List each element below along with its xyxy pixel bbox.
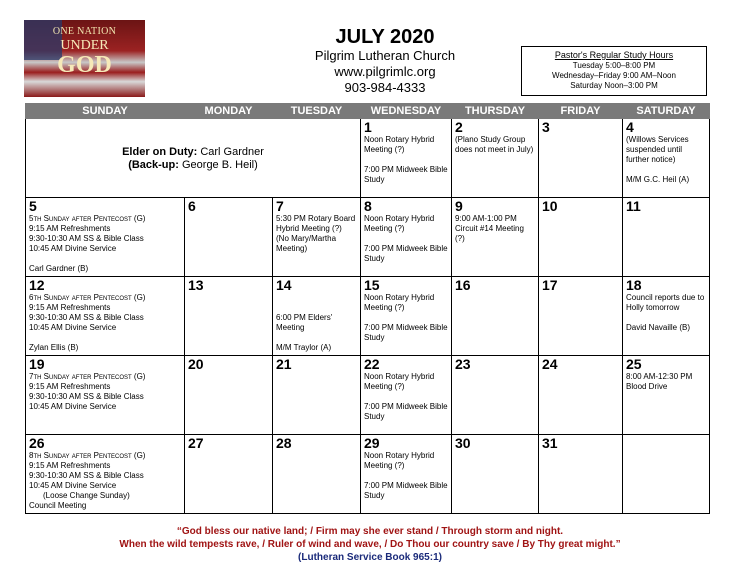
quote-line-1: “God bless our native land; / Firm may she ever stand / Through storm and night. — [176, 526, 564, 537]
elder-on-duty-cell — [26, 119, 361, 198]
usher-assignment: M/M G.C. Heil (A) — [626, 175, 690, 184]
event: 7:00 PM Midweek Bible Study — [364, 165, 448, 184]
day-cell — [452, 277, 539, 356]
event: 9:15 AM Refreshments — [29, 382, 111, 391]
event: 10:45 AM Divine Service — [29, 481, 117, 490]
quote-line-2: When the wild tempests rave, / Ruler of wind and wave, / Do Thou our country save / By Thy great might.” — [119, 539, 621, 550]
day-cell — [26, 198, 185, 277]
study-hours-line: Saturday Noon–3:00 PM — [570, 81, 658, 90]
day-cell — [26, 277, 185, 356]
event: 9:00 AM-1:00 PM Circuit #14 Meeting (?) — [455, 214, 524, 243]
day-cell — [361, 356, 452, 435]
event: 7:00 PM Midweek Bible Study — [364, 244, 448, 263]
day-cell — [273, 277, 361, 356]
backup-name: George B. Heil) — [181, 159, 258, 171]
study-hours-title: Pastor's Regular Study Hours — [554, 50, 674, 60]
event: 9:30-10:30 AM SS & Bible Class — [29, 392, 144, 401]
event: 7:00 PM Midweek Bible Study — [364, 323, 448, 342]
day-number: 5 — [29, 198, 37, 214]
day-cell — [539, 277, 623, 356]
day-cell — [273, 356, 361, 435]
liturgical-day: 6th Sunday after Pentecost (G) — [29, 293, 146, 302]
liturgical-day: 8th Sunday after Pentecost (G) — [29, 451, 146, 460]
day-number: 12 — [29, 277, 45, 293]
church-name: Pilgrim Lutheran Church — [314, 48, 456, 63]
day-cell — [539, 435, 623, 514]
elder-label: Elder on Duty: — [122, 146, 198, 158]
weekday-tuesday: TUESDAY — [273, 104, 361, 119]
day-cell — [361, 277, 452, 356]
weekday-wednesday: WEDNESDAY — [361, 104, 452, 119]
liturgical-day: 7th Sunday after Pentecost (G) — [29, 372, 146, 381]
liturgical-day: 5th Sunday after Pentecost (G) — [29, 214, 146, 223]
event: 9:30-10:30 AM SS & Bible Class — [29, 471, 144, 480]
day-cell — [539, 198, 623, 277]
day-cell — [623, 356, 710, 435]
church-website: www.pilgrimlc.org — [334, 64, 436, 79]
day-cell — [26, 435, 185, 514]
day-number: 9 — [455, 198, 463, 214]
event: 10:45 AM Divine Service — [29, 323, 117, 332]
event: 9:30-10:30 AM SS & Bible Class — [29, 234, 144, 243]
footer-quote — [0, 525, 740, 564]
calendar-week — [26, 435, 710, 514]
day-number: 18 — [626, 277, 642, 293]
day-number: 3 — [542, 119, 550, 135]
day-cell — [623, 277, 710, 356]
day-number: 6 — [188, 198, 196, 214]
usher-assignment: Zylan Ellis (B) — [29, 343, 79, 352]
usher-assignment: M/M Traylor (A) — [276, 343, 332, 352]
event: (No Mary/Martha Meeting) — [276, 234, 337, 253]
event: 9:15 AM Refreshments — [29, 303, 111, 312]
event: 5:30 PM Rotary Board Hybrid Meeting (?) — [276, 214, 356, 233]
day-number: 2 — [455, 119, 463, 135]
day-number: 14 — [276, 277, 292, 293]
day-cell — [185, 198, 273, 277]
day-number: 26 — [29, 435, 45, 451]
logo-line-1: ONE NATION — [52, 26, 117, 37]
day-number: 25 — [626, 356, 642, 372]
weekday-sunday: SUNDAY — [26, 104, 185, 119]
event: (Willows Services suspended until further notice) — [626, 135, 689, 164]
study-hours-box — [521, 46, 707, 96]
event: Noon Rotary Hybrid Meeting (?) — [364, 214, 435, 233]
day-cell — [452, 119, 539, 198]
weekday-saturday: SATURDAY — [623, 104, 710, 119]
day-number: 31 — [542, 435, 558, 451]
day-number: 19 — [29, 356, 45, 372]
day-number: 27 — [188, 435, 204, 451]
day-cell — [623, 119, 710, 198]
event: (Plano Study Group does not meet in July) — [455, 135, 534, 154]
calendar-week — [26, 198, 710, 277]
day-cell — [452, 198, 539, 277]
empty-cell — [623, 435, 710, 514]
weekday-friday: FRIDAY — [539, 104, 623, 119]
day-number: 24 — [542, 356, 558, 372]
study-hours-line: Wednesday–Friday 9:00 AM–Noon — [552, 71, 676, 80]
day-number: 22 — [364, 356, 380, 372]
event: 9:15 AM Refreshments — [29, 461, 111, 470]
elder-name: Carl Gardner — [200, 146, 264, 158]
day-number: 20 — [188, 356, 204, 372]
day-number: 28 — [276, 435, 292, 451]
day-number: 1 — [364, 119, 372, 135]
event: 8:00 AM-12:30 PM Blood Drive — [626, 372, 693, 391]
flag-logo — [24, 20, 145, 97]
day-number: 29 — [364, 435, 380, 451]
study-hours-line: Tuesday 5:00–8:00 PM — [572, 61, 656, 70]
day-cell — [361, 435, 452, 514]
event: Noon Rotary Hybrid Meeting (?) — [364, 135, 435, 154]
day-cell — [185, 356, 273, 435]
elder-on-duty — [29, 120, 357, 172]
day-number: 11 — [626, 198, 641, 214]
event: 7:00 PM Midweek Bible Study — [364, 402, 448, 421]
day-cell — [452, 356, 539, 435]
day-cell — [273, 198, 361, 277]
day-cell — [539, 119, 623, 198]
day-cell — [452, 435, 539, 514]
day-number: 4 — [626, 119, 634, 135]
day-number: 30 — [455, 435, 471, 451]
event: 7:00 PM Midweek Bible Study — [364, 481, 448, 500]
event: Council Meeting — [29, 501, 87, 510]
day-cell — [185, 435, 273, 514]
day-cell — [361, 119, 452, 198]
church-phone: 903-984-4333 — [344, 80, 426, 95]
day-cell — [26, 356, 185, 435]
day-number: 10 — [542, 198, 558, 214]
logo-line-2: UNDER — [60, 38, 109, 53]
usher-assignment: David Navaille (B) — [626, 323, 691, 332]
event: 9:15 AM Refreshments — [29, 224, 111, 233]
calendar-week — [26, 119, 710, 198]
day-number: 13 — [188, 277, 204, 293]
event: 6:00 PM Elders' Meeting — [276, 313, 333, 332]
backup-label: (Back-up: — [128, 159, 179, 171]
day-cell — [623, 198, 710, 277]
usher-assignment: Carl Gardner (B) — [29, 264, 89, 273]
calendar-week — [26, 277, 710, 356]
day-number: 7 — [276, 198, 284, 214]
event: 9:30-10:30 AM SS & Bible Class — [29, 313, 144, 322]
calendar-week — [26, 356, 710, 435]
event: 10:45 AM Divine Service — [29, 402, 117, 411]
day-number: 21 — [276, 356, 292, 372]
calendar-grid — [25, 103, 710, 514]
weekday-header-row — [26, 104, 710, 119]
event: (Loose Change Sunday) — [43, 491, 130, 500]
event: Noon Rotary Hybrid Meeting (?) — [364, 451, 435, 470]
event: Noon Rotary Hybrid Meeting (?) — [364, 293, 435, 312]
calendar-title: JULY 2020 — [335, 26, 435, 48]
event: 10:45 AM Divine Service — [29, 244, 117, 253]
event: Council reports due to Holly tomorrow — [626, 293, 705, 312]
day-cell — [361, 198, 452, 277]
day-cell — [539, 356, 623, 435]
logo-line-3: GOD — [57, 52, 112, 78]
event: Noon Rotary Hybrid Meeting (?) — [364, 372, 435, 391]
calendar-header — [290, 26, 480, 96]
day-number: 15 — [364, 277, 380, 293]
day-number: 17 — [542, 277, 558, 293]
quote-source: (Lutheran Service Book 965:1) — [298, 552, 442, 563]
weekday-monday: MONDAY — [185, 104, 273, 119]
weekday-thursday: THURSDAY — [452, 104, 539, 119]
day-number: 23 — [455, 356, 471, 372]
day-cell — [273, 435, 361, 514]
day-number: 8 — [364, 198, 372, 214]
day-cell — [185, 277, 273, 356]
day-number: 16 — [455, 277, 471, 293]
